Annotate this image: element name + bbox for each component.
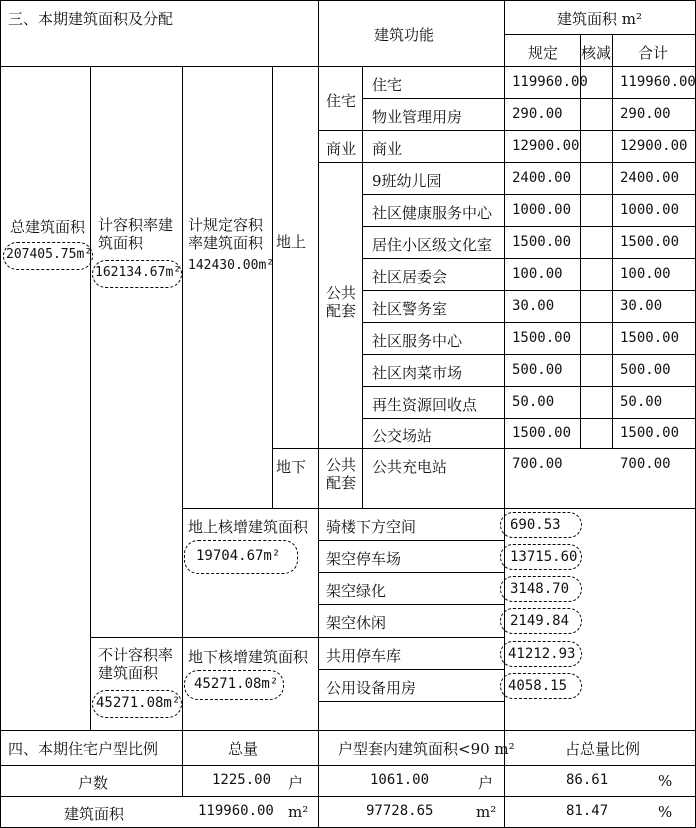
function-header: 建筑功能 xyxy=(374,26,435,44)
extra-row-value: 4058.15 xyxy=(508,678,568,694)
section4-row-ratio: 81.47 xyxy=(566,803,609,819)
row-planned: 12900.00 xyxy=(512,138,580,154)
section4-row-pct: % xyxy=(658,772,673,790)
row-name: 再生资源回收点 xyxy=(372,396,478,414)
row-planned: 1500.00 xyxy=(512,234,572,250)
row-name: 社区警务室 xyxy=(372,300,448,318)
row-total: 1500.00 xyxy=(620,330,680,346)
area-header: 建筑面积 m² xyxy=(557,10,643,28)
non-far-value: 45271.08m² xyxy=(96,695,181,711)
row-planned: 700.00 xyxy=(512,456,563,472)
row-name: 公共充电站 xyxy=(372,458,448,476)
planned-far-value: 142430.00m² xyxy=(188,258,275,273)
row-name: 9班幼儿园 xyxy=(372,172,442,190)
row-planned: 290.00 xyxy=(512,106,563,122)
row-name: 住宅 xyxy=(372,76,403,94)
row-total: 2400.00 xyxy=(620,170,680,186)
section4-row-small: 97728.65 xyxy=(366,803,434,819)
extra-row-name: 共用停车库 xyxy=(326,647,402,665)
row-total: 119960.00 xyxy=(620,74,696,90)
commercial-group-label: 商业 xyxy=(326,140,357,158)
row-planned: 1000.00 xyxy=(512,202,572,218)
row-name: 居住小区级文化室 xyxy=(372,236,493,254)
section4-row-ratio: 86.61 xyxy=(566,772,609,788)
below-extra-label: 地下核增建筑面积 xyxy=(188,648,309,666)
row-planned: 50.00 xyxy=(512,394,555,410)
row-planned: 1500.00 xyxy=(512,425,572,441)
section4-row-small: 1061.00 xyxy=(370,772,430,788)
row-name: 商业 xyxy=(372,140,403,158)
above-extra-label: 地上核增建筑面积 xyxy=(188,518,309,536)
total-area-label: 总建筑面积 xyxy=(10,218,86,236)
row-total: 12900.00 xyxy=(620,138,688,154)
extra-row-value: 41212.93 xyxy=(508,646,576,662)
section4-ratio-header: 占总量比例 xyxy=(565,740,641,758)
row-name: 社区健康服务中心 xyxy=(372,204,493,222)
section4-row-label: 建筑面积 xyxy=(64,805,125,823)
row-planned: 100.00 xyxy=(512,266,563,282)
row-total: 50.00 xyxy=(620,394,663,410)
extra-row-name: 架空绿化 xyxy=(326,582,387,600)
row-name: 物业管理用房 xyxy=(372,108,463,126)
non-far-label: 不计容积率建筑面积 xyxy=(98,646,174,682)
extra-row-value: 690.53 xyxy=(510,517,561,533)
total-area-value: 207405.75m² xyxy=(6,247,93,262)
extra-row-value: 3148.70 xyxy=(510,581,570,597)
row-planned: 500.00 xyxy=(512,362,563,378)
public-group-label-below: 公共配套 xyxy=(326,456,357,492)
extra-row-name: 公用设备用房 xyxy=(326,679,417,697)
section4-row-small-unit: m² xyxy=(476,803,497,821)
far-area-label: 计容积率建筑面积 xyxy=(98,216,174,252)
row-planned: 1500.00 xyxy=(512,330,572,346)
section4-row-unit: 户 xyxy=(288,774,304,792)
below-extra-value: 45271.08m² xyxy=(194,676,279,692)
row-name: 公交场站 xyxy=(372,427,433,445)
extra-row-name: 架空停车场 xyxy=(326,550,402,568)
extra-row-value: 13715.60 xyxy=(510,549,578,565)
section4-row-small-unit: 户 xyxy=(478,774,494,792)
section4-row-label: 户数 xyxy=(78,774,109,792)
extra-row-value: 2149.84 xyxy=(510,613,570,629)
section4-row-total: 119960.00 xyxy=(198,803,274,819)
total-col-header: 合计 xyxy=(638,44,669,62)
section3-title: 三、本期建筑面积及分配 xyxy=(8,10,174,28)
row-total: 100.00 xyxy=(620,266,671,282)
row-total: 1500.00 xyxy=(620,234,680,250)
row-total: 500.00 xyxy=(620,362,671,378)
section4-title: 四、本期住宅户型比例 xyxy=(8,740,159,758)
above-ground-label: 地上 xyxy=(276,233,307,251)
row-total: 1500.00 xyxy=(620,425,680,441)
section4-small-header: 户型套内建筑面积<90 m² xyxy=(338,740,515,758)
row-planned: 2400.00 xyxy=(512,170,572,186)
extra-row-name: 架空休闲 xyxy=(326,614,387,632)
row-name: 社区服务中心 xyxy=(372,332,463,350)
public-group-label: 公共配套 xyxy=(326,284,357,320)
far-area-value: 162134.67m² xyxy=(95,265,182,280)
section4-row-pct: % xyxy=(658,803,673,821)
adjust-col-header: 核减 xyxy=(581,44,612,62)
section4-row-unit: m² xyxy=(288,803,309,821)
below-ground-label: 地下 xyxy=(276,458,307,476)
row-total: 1000.00 xyxy=(620,202,680,218)
row-total: 700.00 xyxy=(620,456,671,472)
section4-row-total: 1225.00 xyxy=(212,772,272,788)
row-name: 社区居委会 xyxy=(372,268,448,286)
above-extra-value: 19704.67m² xyxy=(196,548,281,564)
row-planned: 119960.00 xyxy=(512,74,588,90)
section4-total-header: 总量 xyxy=(228,740,259,758)
residential-group-label: 住宅 xyxy=(326,92,357,110)
row-total: 30.00 xyxy=(620,298,663,314)
row-name: 社区肉菜市场 xyxy=(372,364,463,382)
planned-col-header: 规定 xyxy=(528,44,559,62)
row-total: 290.00 xyxy=(620,106,671,122)
extra-row-name: 骑楼下方空间 xyxy=(326,518,417,536)
planned-far-label: 计规定容积率建筑面积 xyxy=(188,216,264,252)
row-planned: 30.00 xyxy=(512,298,555,314)
